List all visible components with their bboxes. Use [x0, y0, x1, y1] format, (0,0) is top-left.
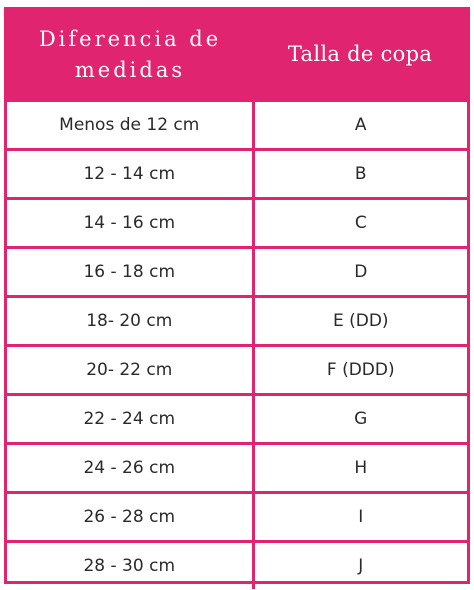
cell-difference: 12 - 14 cm: [7, 150, 253, 199]
table-row: [7, 248, 467, 297]
cell-cup: F (DDD): [253, 346, 467, 395]
table-row: [7, 542, 467, 590]
cell-difference: 26 - 28 cm: [7, 493, 253, 542]
cell-cup: D: [253, 248, 467, 297]
cell-cup: I: [253, 493, 467, 542]
header-difference: Diferencia de medidas: [7, 10, 253, 101]
cup-size-table: [7, 10, 467, 589]
table-row: [7, 395, 467, 444]
cell-cup: B: [253, 150, 467, 199]
cell-difference: 20- 22 cm: [7, 346, 253, 395]
cell-difference: 24 - 26 cm: [7, 444, 253, 493]
cell-cup: J: [253, 542, 467, 590]
table-row: [7, 199, 467, 248]
cup-size-table-frame: [4, 7, 470, 584]
cell-difference: 28 - 30 cm: [7, 542, 253, 590]
cell-difference: 22 - 24 cm: [7, 395, 253, 444]
table-row: [7, 493, 467, 542]
cell-difference: 18- 20 cm: [7, 297, 253, 346]
table-header-row: [7, 10, 467, 101]
cell-cup: C: [253, 199, 467, 248]
table-row: [7, 346, 467, 395]
cell-cup: H: [253, 444, 467, 493]
table-row: [7, 297, 467, 346]
cell-difference: Menos de 12 cm: [7, 101, 253, 150]
cell-cup: G: [253, 395, 467, 444]
table-row: [7, 101, 467, 150]
table-row: [7, 444, 467, 493]
header-cup-size: Talla de copa: [253, 10, 467, 101]
cell-cup: E (DD): [253, 297, 467, 346]
cell-cup: A: [253, 101, 467, 150]
cell-difference: 16 - 18 cm: [7, 248, 253, 297]
cell-difference: 14 - 16 cm: [7, 199, 253, 248]
table-row: [7, 150, 467, 199]
